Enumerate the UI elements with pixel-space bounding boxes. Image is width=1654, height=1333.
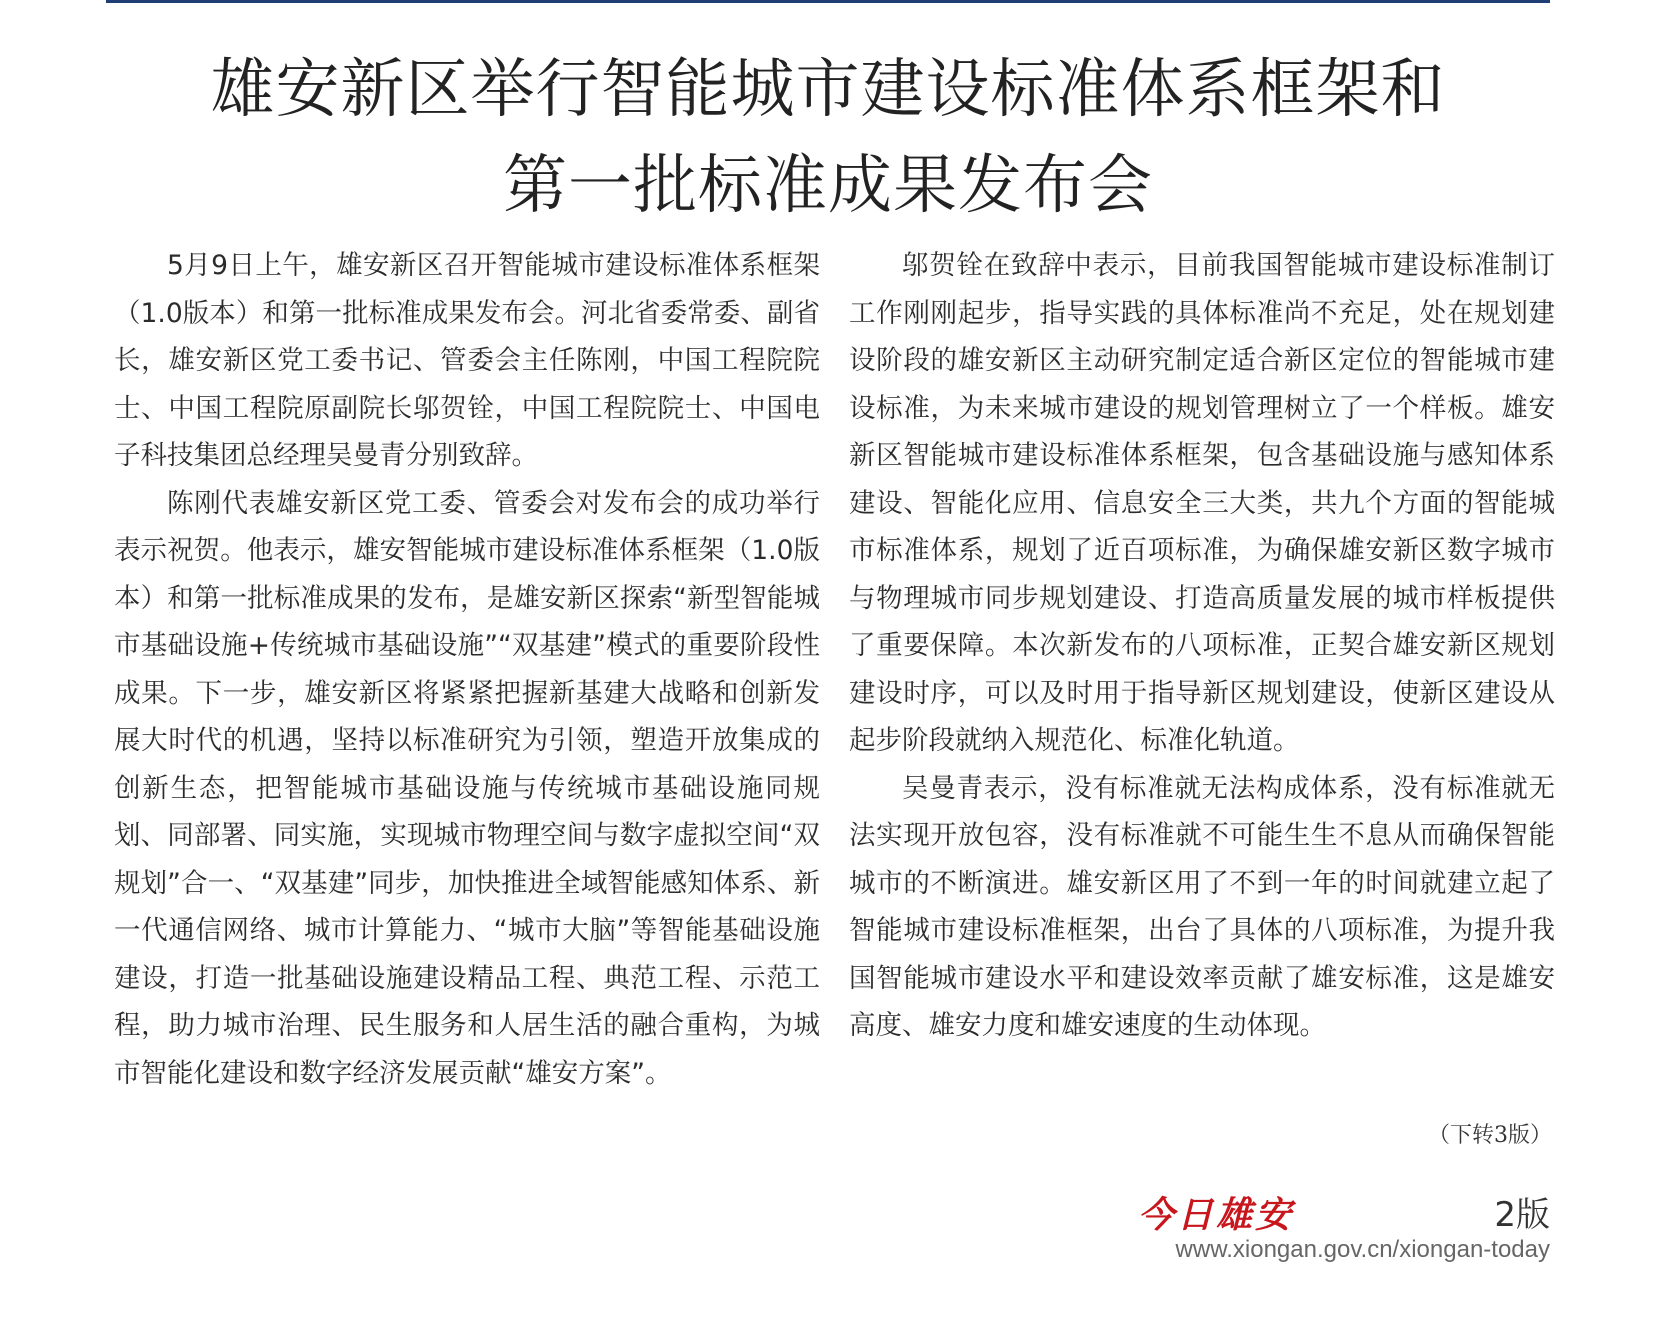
paragraph: 5月9日上午，雄安新区召开智能城市建设标准体系框架（1.0版本）和第一批标准成果发布会。河北省委常委、副省长，雄安新区党工委书记、管委会主任陈刚，中国工程院院士、中国工程院原副院长邬贺铨，中国工程院院士、中国电子科技集团总经理吴曼青分别致辞。 xyxy=(114,250,820,471)
headline-line-1: 雄安新区举行智能城市建设标准体系框架和 xyxy=(210,53,1446,127)
right-column xyxy=(849,242,1555,1050)
site-url: www.xiongan.gov.cn/xiongan-today xyxy=(1175,1236,1550,1263)
top-rule xyxy=(106,0,1550,3)
masthead-logo: 今日雄安 xyxy=(1138,1194,1295,1236)
continued-note: （下转3版） xyxy=(1428,1123,1552,1148)
left-column xyxy=(114,242,820,1097)
page-number: 2版 xyxy=(1494,1195,1550,1235)
headline xyxy=(106,42,1550,234)
headline-line-2: 第一批标准成果发布会 xyxy=(503,149,1153,223)
paragraph: 陈刚代表雄安新区党工委、管委会对发布会的成功举行表示祝贺。他表示，雄安智能城市建设标准体系框架（1.0版本）和第一批标准成果的发布，是雄安新区探索“新型智能城市基础设施+传统城市基础设施”“双基建”模式的重要阶段性成果。下一步，雄安新区将紧紧把握新基建大战略和创新发展大时代的机遇，坚持以标准研究为引领，塑造开放集成的创新生态，把智能城市基础设施与传统城市基础设施同规划、同部署、同实施，实现城市物理空间与数字虚拟空间“双规划”合一、“双基建”同步，加快推进全域智能感知体系、新一代通信网络、城市计算能力、“城市大脑”等智能基础设施建设，打造一批基础设施建设精品工程、典范工程、示范工程，助力城市治理、民生服务和人居生活的融合重构，为城市智能化建设和数字经济发展贡献“雄安方案”。 xyxy=(114,487,820,1089)
paragraph: 吴曼青表示，没有标准就无法构成体系，没有标准就无法实现开放包容，没有标准就不可能生生不息从而确保智能城市的不断演进。雄安新区用了不到一年的时间就建立起了智能城市建设标准框架，出台了具体的八项标准，为提升我国智能城市建设水平和建设效率贡献了雄安标准，这是雄安高度、雄安力度和雄安速度的生动体现。 xyxy=(849,772,1555,1041)
paragraph: 邬贺铨在致辞中表示，目前我国智能城市建设标准制订工作刚刚起步，指导实践的具体标准尚不充足，处在规划建设阶段的雄安新区主动研究制定适合新区定位的智能城市建设标准，为未来城市建设的规划管理树立了一个样板。雄安新区智能城市建设标准体系框架，包含基础设施与感知体系建设、智能化应用、信息安全三大类，共九个方面的智能城市标准体系，规划了近百项标准，为确保雄安新区数字城市与物理城市同步规划建设、打造高质量发展的城市样板提供了重要保障。本次新发布的八项标准，正契合雄安新区规划建设时序，可以及时用于指导新区规划建设，使新区建设从起步阶段就纳入规范化、标准化轨道。 xyxy=(849,250,1555,756)
